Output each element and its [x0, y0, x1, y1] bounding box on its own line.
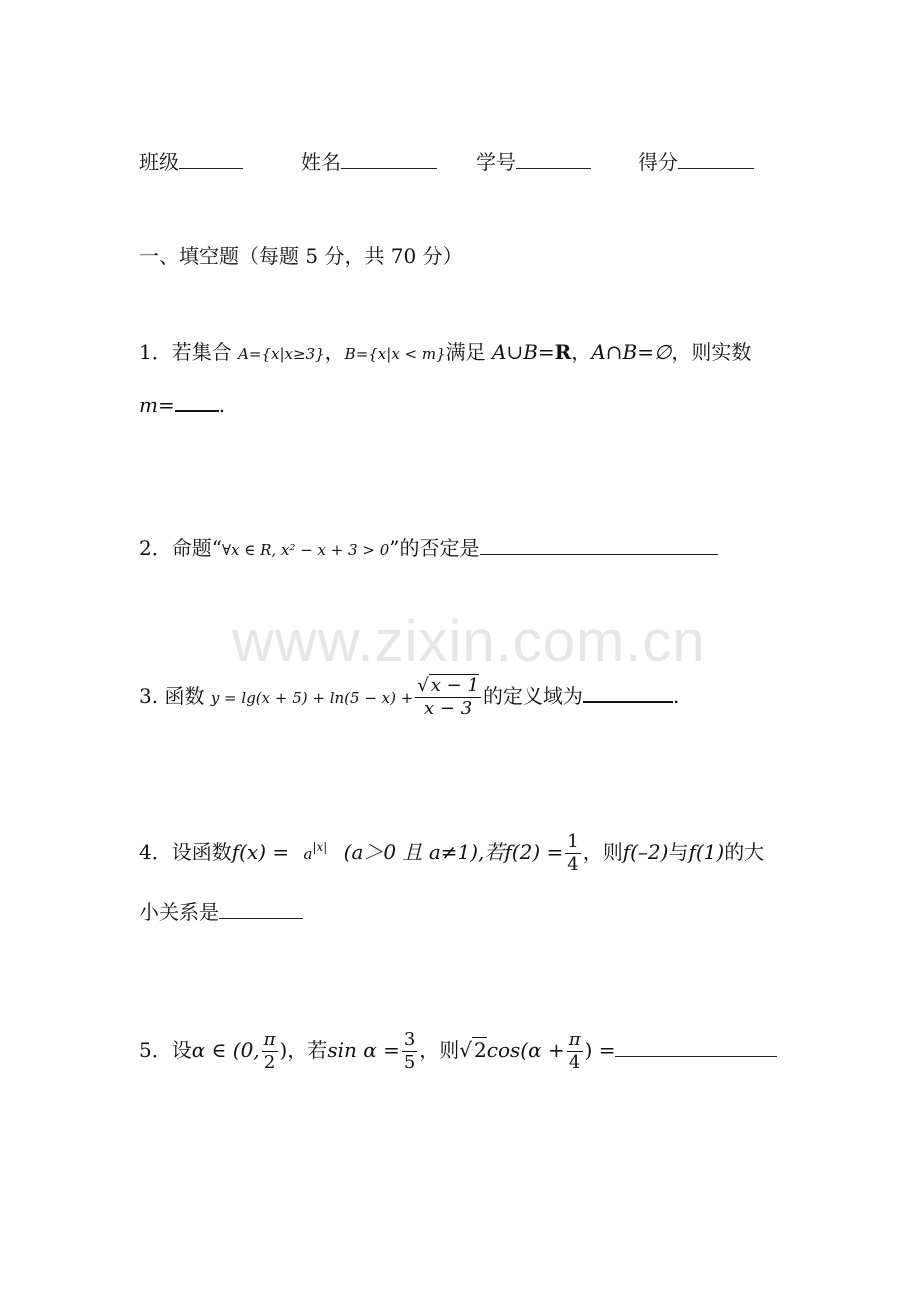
header-row [139, 150, 243, 172]
question-1-line-2 [139, 392, 225, 415]
q4-number: 4． [139, 839, 172, 864]
q1-union: A∪B= [492, 340, 555, 364]
score-blank[interactable] [678, 150, 754, 169]
q5-fraction-pi-2 [262, 1030, 278, 1073]
question-4-line-2 [139, 900, 303, 922]
class-label: 班级 [139, 150, 179, 174]
q1-text-3: ，则实数 [671, 340, 752, 364]
q1-text-1: 若集合 [171, 340, 239, 364]
q1-sep-1: ， [324, 340, 345, 364]
q5-fraction-pi-4 [567, 1030, 583, 1073]
score-group [638, 150, 754, 172]
class-blank[interactable] [179, 150, 243, 169]
q5-sin: sin α = [327, 1037, 400, 1062]
q1-sep-2: ， [571, 340, 592, 364]
question-2 [139, 536, 718, 558]
question-5 [139, 1030, 777, 1073]
q3-number: 3. [139, 683, 159, 708]
q4-text-3: 与 [668, 839, 689, 864]
q2-number: 2． [139, 536, 172, 560]
question-1 [139, 342, 751, 362]
q5-close-2: ) = [584, 1037, 616, 1062]
q4-text-4: 的大 [724, 839, 765, 864]
q1-period: . [218, 393, 226, 417]
q5-three: 3 [403, 1029, 416, 1050]
q1-set-a: A={x|x≥3} [238, 345, 325, 363]
q4-text-2: ，则 [582, 839, 623, 864]
q1-intersection: A∩B=∅ [591, 340, 672, 364]
q3-period: . [672, 683, 680, 708]
q5-text-2: ，若 [287, 1037, 328, 1062]
q4-exponent: |x| [312, 840, 328, 855]
q5-alpha-in: α ∈ (0, [191, 1037, 260, 1062]
q3-expression: y = lg(x + 5) + ln(5 − x) + [210, 688, 414, 707]
q4-answer-blank[interactable] [219, 900, 303, 919]
q4-condition: (a＞0 且 a≠1),若 [343, 839, 505, 864]
q1-real-set: R [554, 340, 572, 364]
q3-frac-numerator: √ x − 1 [417, 675, 479, 696]
id-blank[interactable] [516, 150, 591, 169]
q5-fraction-3-5 [402, 1030, 417, 1073]
q5-two: 2 [263, 1051, 276, 1073]
q1-text-2: 满足 [445, 340, 493, 364]
question-3 [139, 676, 679, 719]
q4-f2: f(2) = [504, 839, 564, 864]
q4-line-2-text: 小关系是 [139, 900, 219, 924]
q5-number: 5． [139, 1037, 172, 1062]
q2-text-1: 命题“ [171, 536, 222, 560]
q3-fraction [415, 676, 481, 719]
q3-frac-numerator-radicand: x − 1 [430, 675, 479, 696]
q5-sqrt-sign: √ [459, 1037, 473, 1062]
name-label: 姓名 [301, 150, 341, 174]
q1-number: 1． [139, 340, 172, 364]
id-group [476, 150, 591, 172]
q5-five: 5 [403, 1051, 416, 1073]
watermark: www.zixin.com.cn [232, 609, 706, 674]
q5-four: 4 [568, 1051, 581, 1073]
q5-text-3: ，则 [419, 1037, 460, 1062]
q5-close-1: ) [279, 1037, 288, 1062]
q3-text-1: 函数 [164, 683, 211, 708]
section-title: 一、填空题（每题 5 分，共 70 分） [139, 244, 463, 268]
q3-answer-blank[interactable] [583, 683, 673, 703]
q5-text-1: 设 [171, 1037, 192, 1062]
q4-frac-denominator: 4 [567, 853, 579, 875]
q4-fraction [565, 832, 580, 875]
q4-f1: f(1) [688, 839, 725, 864]
id-label: 学号 [476, 150, 516, 174]
q4-fx: f(x) = [231, 839, 290, 864]
question-4 [139, 832, 764, 875]
name-group [301, 150, 437, 172]
q2-answer-blank[interactable] [480, 536, 718, 555]
q5-pi-2: π [568, 1029, 581, 1050]
q4-base-a: a [303, 844, 313, 863]
q4-frac-numerator: 1 [567, 831, 579, 852]
score-label: 得分 [638, 150, 678, 174]
q4-text-1: 设函数 [171, 839, 232, 864]
q5-pi: π [263, 1029, 276, 1050]
q1-set-b: B={x|x < m} [344, 345, 446, 363]
q5-cos: cos(α + [486, 1037, 565, 1062]
q3-text-2: 的定义域为 [482, 683, 583, 708]
q3-frac-denominator: x − 3 [424, 697, 473, 719]
q2-expression: ∀x ∈ R, x² − x + 3 > 0 [221, 541, 390, 559]
q1-answer-blank[interactable] [175, 392, 219, 412]
q1-answer-label: m= [139, 393, 175, 417]
q2-text-2: ”的否定是 [389, 536, 480, 560]
q4-f-neg2: f(–2) [622, 839, 669, 864]
q5-answer-blank[interactable] [615, 1038, 777, 1057]
q5-sqrt-two: 2 [474, 1037, 487, 1062]
name-blank[interactable] [341, 150, 437, 169]
